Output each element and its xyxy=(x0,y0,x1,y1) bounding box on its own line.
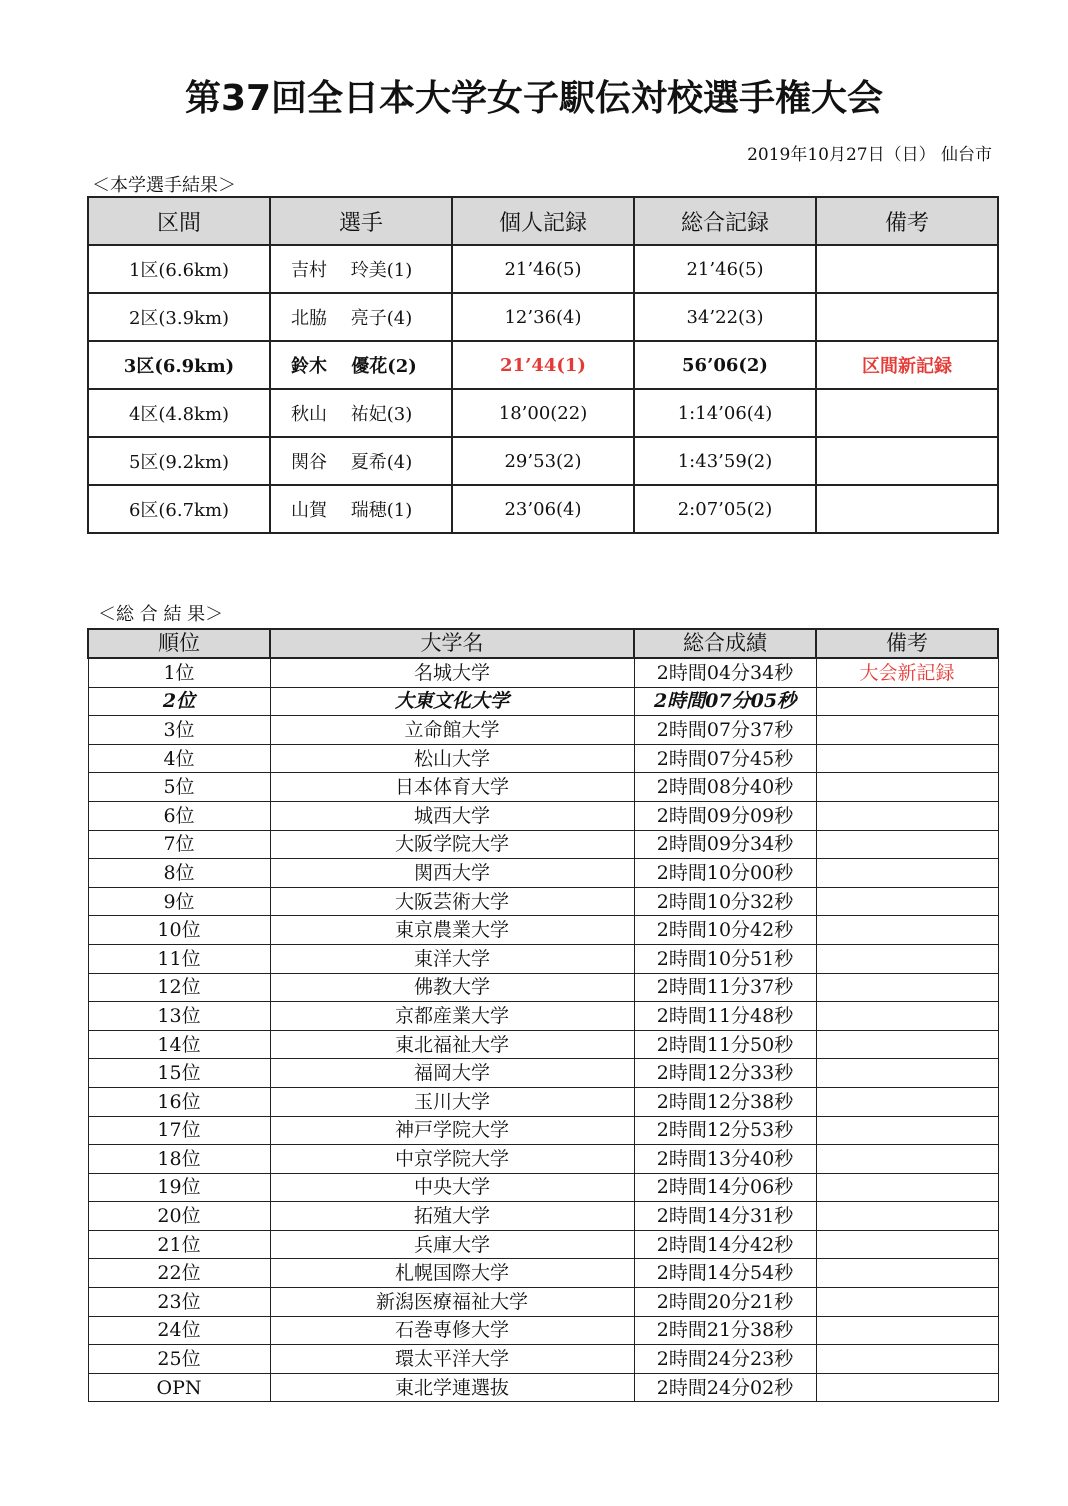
cell-total-time: 2時間09分34秒 xyxy=(634,830,816,859)
cell-note xyxy=(816,973,998,1002)
cell-note xyxy=(816,1259,998,1288)
cell-section: 4区(4.8km) xyxy=(88,389,270,437)
header-note: 備考 xyxy=(816,197,998,245)
cell-rank: 11位 xyxy=(88,944,270,973)
table-row xyxy=(88,1145,998,1174)
cell-rank: 2位 xyxy=(88,687,270,716)
cell-university: 立命館大学 xyxy=(270,716,634,745)
header-section: 区間 xyxy=(88,197,270,245)
cell-rank: 16位 xyxy=(88,1087,270,1116)
cell-university: 大阪芸術大学 xyxy=(270,887,634,916)
cell-note xyxy=(816,744,998,773)
overall-results-caption: ＜総 合 結 果＞ xyxy=(98,604,224,625)
cell-university: 中京学院大学 xyxy=(270,1145,634,1174)
table-row xyxy=(88,1316,998,1345)
cell-total-record: 2:07’05(2) xyxy=(634,485,816,533)
cell-rank: 10位 xyxy=(88,916,270,945)
cell-rank: 24位 xyxy=(88,1316,270,1345)
page-title: 第37回全日本大学女子駅伝対校選手権大会 xyxy=(184,78,884,119)
table-row xyxy=(88,1116,998,1145)
cell-rank: 12位 xyxy=(88,973,270,1002)
cell-runner: 鈴木 優花(2) xyxy=(270,341,452,389)
cell-university: 松山大学 xyxy=(270,744,634,773)
cell-runner: 山賀 瑞穂(1) xyxy=(270,485,452,533)
cell-university: 東北学連選抜 xyxy=(270,1373,634,1402)
cell-section: 3区(6.9km) xyxy=(88,341,270,389)
cell-total-time: 2時間24分02秒 xyxy=(634,1373,816,1402)
team-results-table xyxy=(87,196,999,534)
cell-university: 拓殖大学 xyxy=(270,1202,634,1231)
cell-university: 京都産業大学 xyxy=(270,1002,634,1031)
cell-rank: 25位 xyxy=(88,1345,270,1374)
table-row xyxy=(88,1373,998,1402)
cell-total-record: 56’06(2) xyxy=(634,341,816,389)
table-row xyxy=(88,389,998,437)
cell-total-time: 2時間12分53秒 xyxy=(634,1116,816,1145)
cell-note xyxy=(816,437,998,485)
cell-university: 関西大学 xyxy=(270,859,634,888)
cell-university: 新潟医療福祉大学 xyxy=(270,1288,634,1317)
cell-note xyxy=(816,887,998,916)
cell-note xyxy=(816,245,998,293)
cell-total-time: 2時間14分06秒 xyxy=(634,1173,816,1202)
cell-university: 兵庫大学 xyxy=(270,1230,634,1259)
cell-note xyxy=(816,1030,998,1059)
cell-rank: 13位 xyxy=(88,1002,270,1031)
cell-university: 大阪学院大学 xyxy=(270,830,634,859)
table-row xyxy=(88,887,998,916)
cell-note xyxy=(816,1345,998,1374)
cell-rank: OPN xyxy=(88,1373,270,1402)
cell-note xyxy=(816,687,998,716)
cell-individual-record: 18’00(22) xyxy=(452,389,634,437)
cell-total-time: 2時間24分23秒 xyxy=(634,1345,816,1374)
cell-total-time: 2時間07分45秒 xyxy=(634,744,816,773)
header-note: 備考 xyxy=(816,629,998,658)
cell-individual-record: 21’44(1) xyxy=(452,341,634,389)
table-row xyxy=(88,1059,998,1088)
cell-individual-record: 21’46(5) xyxy=(452,245,634,293)
table-header-row xyxy=(88,629,998,658)
cell-section: 5区(9.2km) xyxy=(88,437,270,485)
cell-note xyxy=(816,389,998,437)
cell-note xyxy=(816,1145,998,1174)
table-row xyxy=(88,916,998,945)
table-row xyxy=(88,859,998,888)
table-row xyxy=(88,1002,998,1031)
cell-university: 城西大学 xyxy=(270,801,634,830)
header-rank: 順位 xyxy=(88,629,270,658)
cell-university: 日本体育大学 xyxy=(270,773,634,802)
cell-note xyxy=(816,1316,998,1345)
cell-runner: 関谷 夏希(4) xyxy=(270,437,452,485)
cell-university: 環太平洋大学 xyxy=(270,1345,634,1374)
cell-university: 札幌国際大学 xyxy=(270,1259,634,1288)
cell-total-time: 2時間07分05秒 xyxy=(634,687,816,716)
cell-university: 佛教大学 xyxy=(270,973,634,1002)
table-row xyxy=(88,944,998,973)
header-runner: 選手 xyxy=(270,197,452,245)
cell-rank: 20位 xyxy=(88,1202,270,1231)
table-row xyxy=(88,801,998,830)
cell-total-time: 2時間08分40秒 xyxy=(634,773,816,802)
cell-note xyxy=(816,1002,998,1031)
cell-total-time: 2時間09分09秒 xyxy=(634,801,816,830)
cell-total-time: 2時間12分33秒 xyxy=(634,1059,816,1088)
cell-note xyxy=(816,801,998,830)
cell-rank: 7位 xyxy=(88,830,270,859)
cell-total-time: 2時間04分34秒 xyxy=(634,658,816,687)
cell-runner: 秋山 祐妃(3) xyxy=(270,389,452,437)
cell-note xyxy=(816,1059,998,1088)
cell-individual-record: 29’53(2) xyxy=(452,437,634,485)
table-row xyxy=(88,437,998,485)
cell-note xyxy=(816,716,998,745)
cell-note xyxy=(816,1373,998,1402)
overall-results-table xyxy=(87,628,999,1402)
table-row xyxy=(88,773,998,802)
cell-rank: 21位 xyxy=(88,1230,270,1259)
cell-total-time: 2時間10分32秒 xyxy=(634,887,816,916)
header-total-record: 総合記録 xyxy=(634,197,816,245)
cell-note: 大会新記録 xyxy=(816,658,998,687)
table-row xyxy=(88,1288,998,1317)
cell-total-time: 2時間10分51秒 xyxy=(634,944,816,973)
cell-university: 神戸学院大学 xyxy=(270,1116,634,1145)
cell-rank: 14位 xyxy=(88,1030,270,1059)
table-row xyxy=(88,973,998,1002)
table-row xyxy=(88,1173,998,1202)
cell-rank: 8位 xyxy=(88,859,270,888)
cell-rank: 6位 xyxy=(88,801,270,830)
date-location: 2019年10月27日（日） 仙台市 xyxy=(747,145,992,165)
cell-note xyxy=(816,859,998,888)
cell-university: 中央大学 xyxy=(270,1173,634,1202)
cell-total-time: 2時間11分48秒 xyxy=(634,1002,816,1031)
table-header-row xyxy=(88,197,998,245)
cell-total-time: 2時間14分54秒 xyxy=(634,1259,816,1288)
cell-note xyxy=(816,1202,998,1231)
cell-rank: 3位 xyxy=(88,716,270,745)
table-row xyxy=(88,1030,998,1059)
table-row xyxy=(88,485,998,533)
table-row xyxy=(88,687,998,716)
cell-rank: 22位 xyxy=(88,1259,270,1288)
table-row xyxy=(88,1230,998,1259)
table-row xyxy=(88,716,998,745)
cell-individual-record: 12’36(4) xyxy=(452,293,634,341)
cell-rank: 23位 xyxy=(88,1288,270,1317)
cell-runner: 吉村 玲美(1) xyxy=(270,245,452,293)
cell-total-record: 21’46(5) xyxy=(634,245,816,293)
cell-total-time: 2時間21分38秒 xyxy=(634,1316,816,1345)
cell-runner: 北脇 亮子(4) xyxy=(270,293,452,341)
cell-total-record: 34’22(3) xyxy=(634,293,816,341)
table-row xyxy=(88,1202,998,1231)
cell-total-time: 2時間14分31秒 xyxy=(634,1202,816,1231)
cell-note xyxy=(816,916,998,945)
table-row xyxy=(88,830,998,859)
cell-note xyxy=(816,773,998,802)
cell-note xyxy=(816,1230,998,1259)
cell-note xyxy=(816,1087,998,1116)
cell-section: 6区(6.7km) xyxy=(88,485,270,533)
table-row xyxy=(88,245,998,293)
team-results-caption: ＜本学選手結果＞ xyxy=(92,175,236,196)
cell-university: 東京農業大学 xyxy=(270,916,634,945)
cell-rank: 4位 xyxy=(88,744,270,773)
header-university: 大学名 xyxy=(270,629,634,658)
cell-total-time: 2時間10分00秒 xyxy=(634,859,816,888)
cell-university: 東洋大学 xyxy=(270,944,634,973)
cell-total-time: 2時間13分40秒 xyxy=(634,1145,816,1174)
cell-total-time: 2時間12分38秒 xyxy=(634,1087,816,1116)
cell-rank: 19位 xyxy=(88,1173,270,1202)
cell-university: 福岡大学 xyxy=(270,1059,634,1088)
cell-total-time: 2時間10分42秒 xyxy=(634,916,816,945)
table-row xyxy=(88,1259,998,1288)
table-row xyxy=(88,1087,998,1116)
cell-note xyxy=(816,944,998,973)
table-row xyxy=(88,341,998,389)
header-total-time: 総合成績 xyxy=(634,629,816,658)
cell-individual-record: 23’06(4) xyxy=(452,485,634,533)
cell-total-time: 2時間11分37秒 xyxy=(634,973,816,1002)
cell-note: 区間新記録 xyxy=(816,341,998,389)
header-individual-record: 個人記録 xyxy=(452,197,634,245)
cell-total-record: 1:43’59(2) xyxy=(634,437,816,485)
cell-section: 1区(6.6km) xyxy=(88,245,270,293)
cell-rank: 1位 xyxy=(88,658,270,687)
table-row xyxy=(88,744,998,773)
cell-section: 2区(3.9km) xyxy=(88,293,270,341)
cell-note xyxy=(816,293,998,341)
cell-rank: 18位 xyxy=(88,1145,270,1174)
cell-university: 東北福祉大学 xyxy=(270,1030,634,1059)
cell-university: 大東文化大学 xyxy=(270,687,634,716)
cell-total-time: 2時間07分37秒 xyxy=(634,716,816,745)
cell-rank: 15位 xyxy=(88,1059,270,1088)
cell-rank: 9位 xyxy=(88,887,270,916)
cell-note xyxy=(816,830,998,859)
cell-university: 名城大学 xyxy=(270,658,634,687)
cell-total-record: 1:14’06(4) xyxy=(634,389,816,437)
cell-university: 玉川大学 xyxy=(270,1087,634,1116)
cell-note xyxy=(816,485,998,533)
cell-rank: 17位 xyxy=(88,1116,270,1145)
cell-note xyxy=(816,1116,998,1145)
table-row xyxy=(88,1345,998,1374)
cell-rank: 5位 xyxy=(88,773,270,802)
table-row xyxy=(88,658,998,687)
cell-total-time: 2時間20分21秒 xyxy=(634,1288,816,1317)
cell-note xyxy=(816,1173,998,1202)
cell-university: 石巻専修大学 xyxy=(270,1316,634,1345)
cell-total-time: 2時間11分50秒 xyxy=(634,1030,816,1059)
cell-total-time: 2時間14分42秒 xyxy=(634,1230,816,1259)
cell-note xyxy=(816,1288,998,1317)
table-row xyxy=(88,293,998,341)
